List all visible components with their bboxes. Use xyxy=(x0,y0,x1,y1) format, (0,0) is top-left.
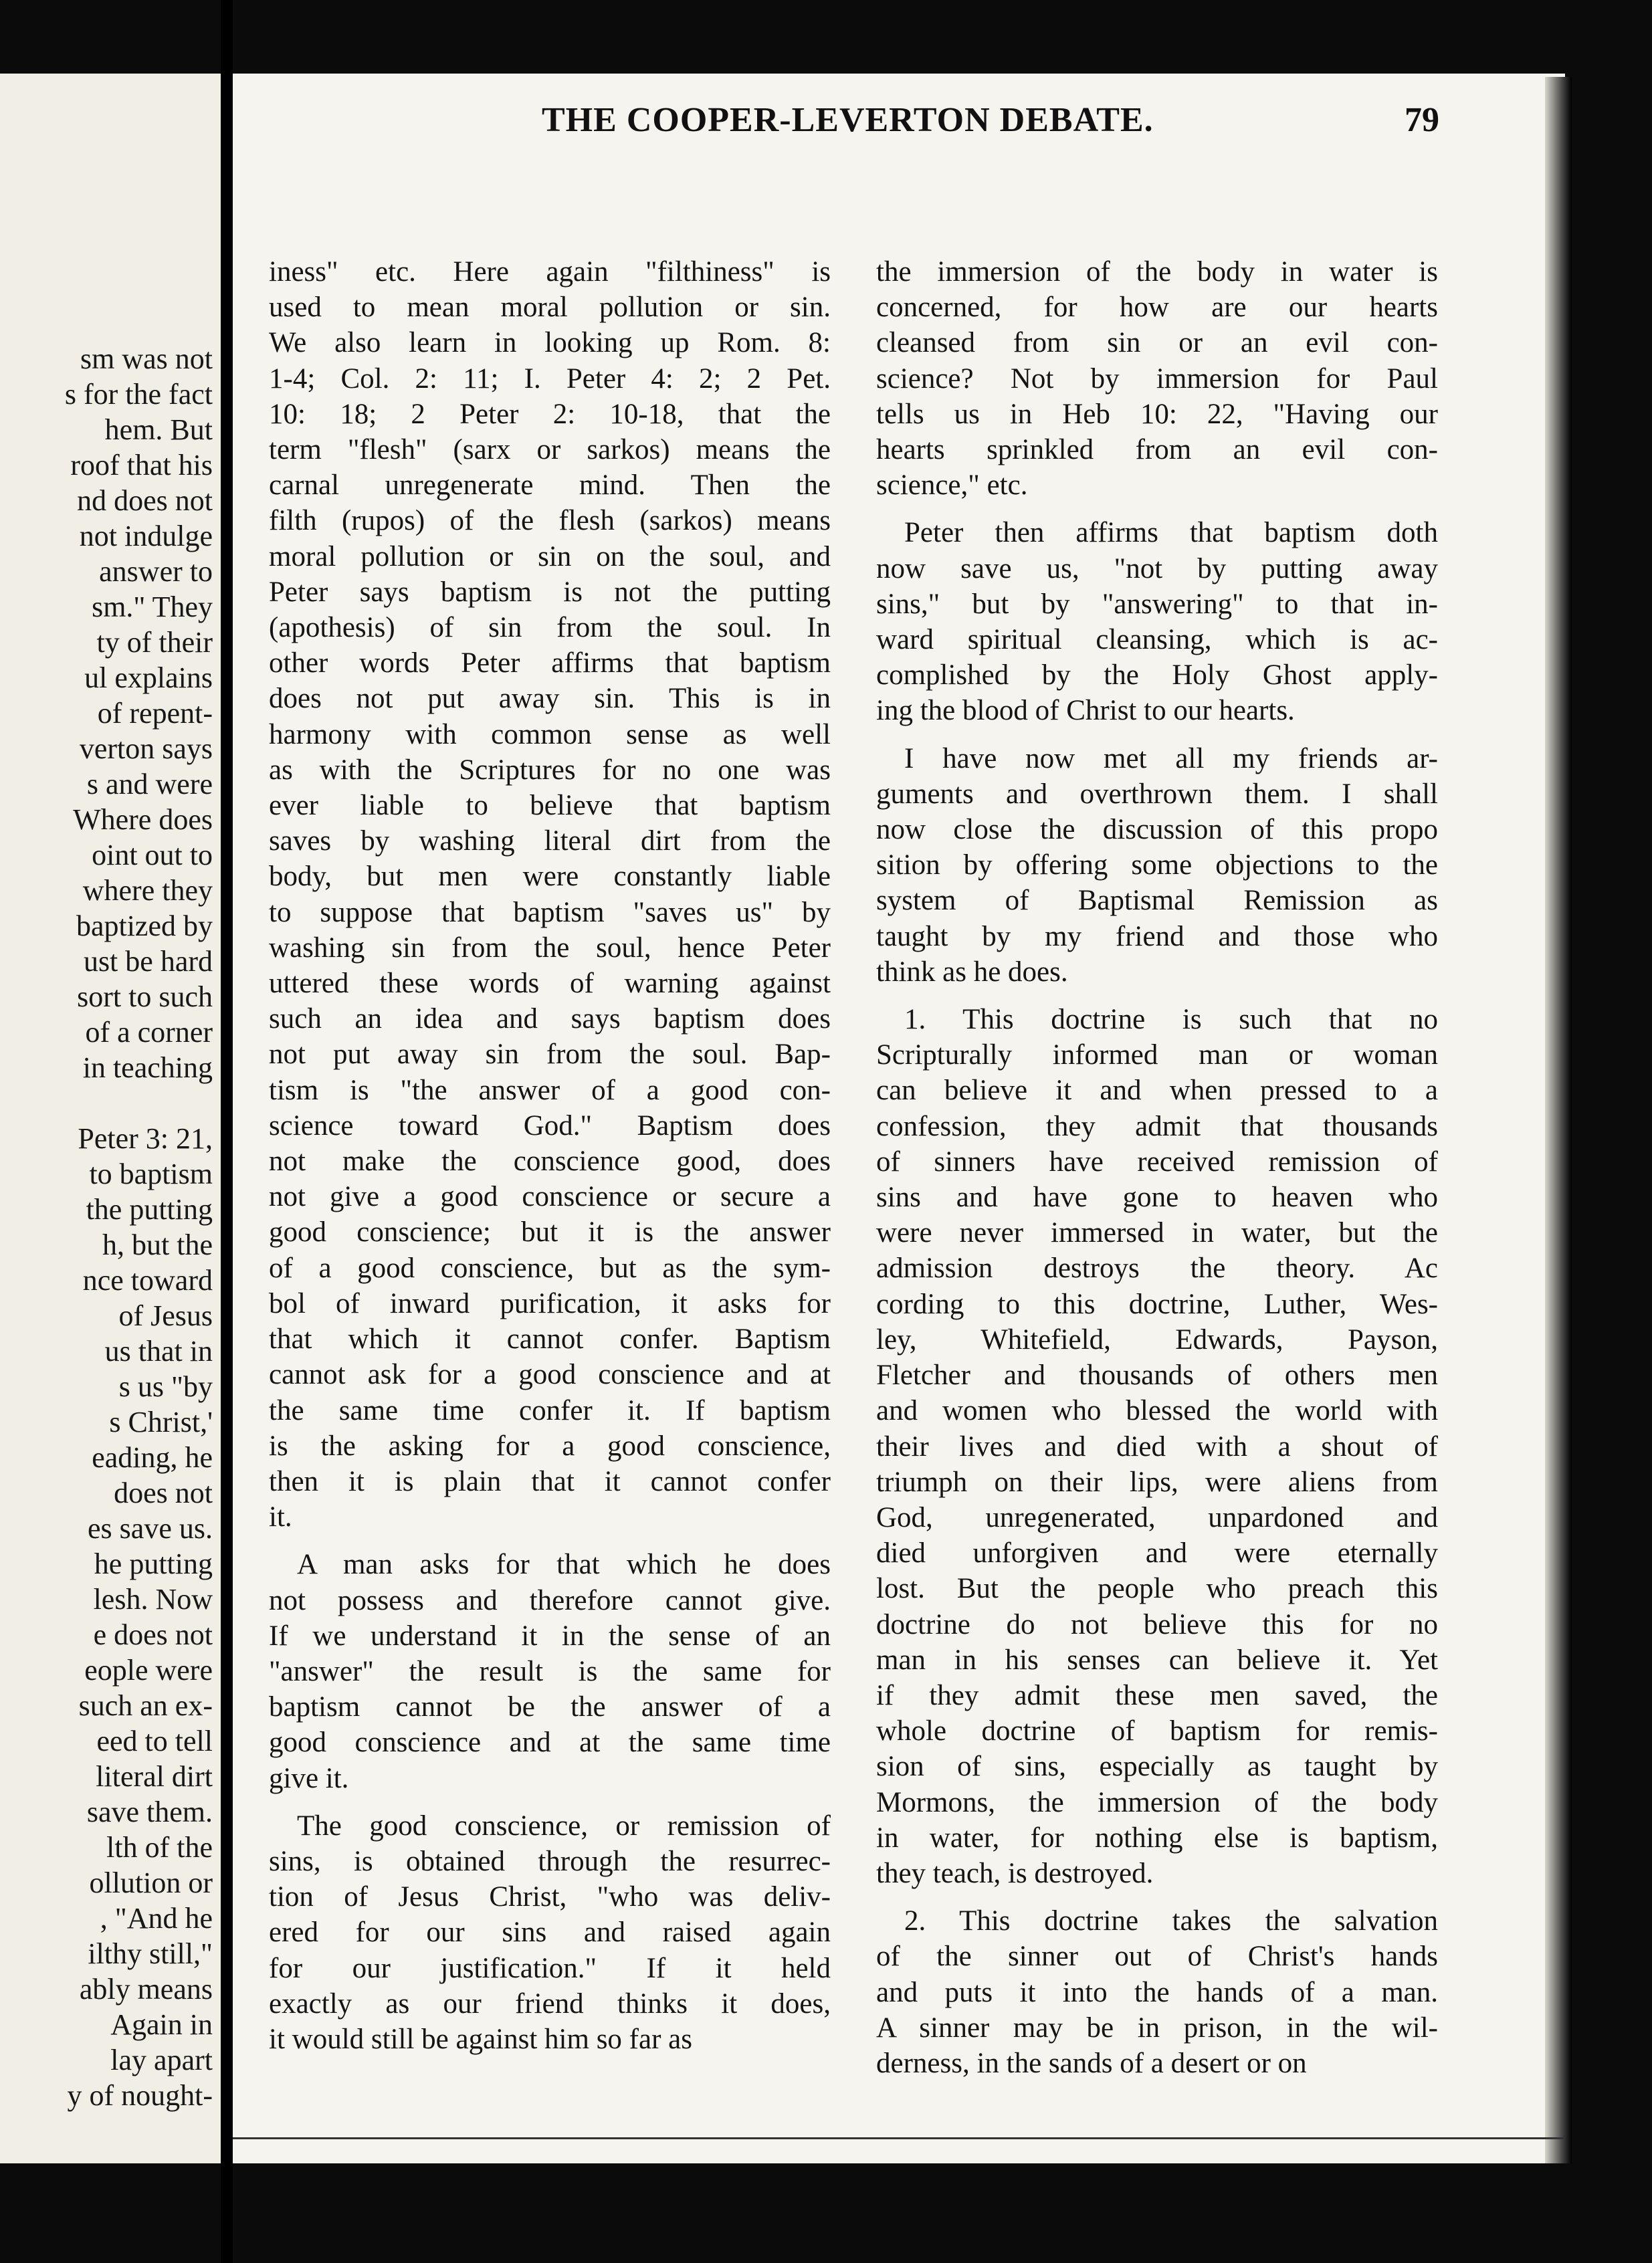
text-line: good conscience; but it is the answer xyxy=(269,1216,831,1249)
paragraph xyxy=(269,1547,831,1796)
facing-page-line: us that in xyxy=(104,1335,213,1368)
text-line: such an idea and says baptism does xyxy=(269,1003,831,1035)
text-line: moral pollution or sin on the soul, and xyxy=(269,540,831,572)
facing-page-line: baptized by xyxy=(76,909,213,942)
text-line: term "flesh" (sarx or sarkos) means the xyxy=(269,434,831,466)
facing-page-line: nd does not xyxy=(77,484,213,517)
page-bottom-rule xyxy=(233,2137,1564,2139)
facing-page-line: e does not xyxy=(93,1618,213,1651)
facing-page-line: sm." They xyxy=(92,590,213,623)
text-line: not put away sin from the soul. Bap- xyxy=(269,1039,831,1071)
text-line: can believe it and when pressed to a xyxy=(876,1075,1438,1107)
text-line: triumph on their lips, were aliens from xyxy=(876,1466,1438,1498)
text-line: used to mean moral pollution or sin. xyxy=(269,292,831,324)
paragraph xyxy=(269,1808,831,2057)
text-line: their lives and died with a shout of xyxy=(876,1430,1438,1463)
text-line: guments and overthrown them. I shall xyxy=(876,778,1438,810)
facing-page-line: not indulge xyxy=(79,520,213,552)
text-line: it. xyxy=(269,1501,292,1533)
text-line: Peter then affirms that baptism doth xyxy=(904,517,1438,549)
text-line: to suppose that baptism "saves us" by xyxy=(269,896,831,928)
text-line: ley, Whitefield, Edwards, Payson, xyxy=(876,1323,1438,1356)
facing-page-line: sm was not xyxy=(80,342,213,375)
book-gutter xyxy=(221,0,233,2263)
text-line: We also learn in looking up Rom. 8: xyxy=(269,327,831,359)
text-line: sins, is obtained through the resurrec- xyxy=(269,1845,831,1877)
text-line: washing sin from the soul, hence Peter xyxy=(269,932,831,964)
text-line: is the asking for a good conscience, xyxy=(269,1430,831,1462)
text-line: it would still be against him so far as xyxy=(269,2023,692,2055)
text-line: body, but men were constantly liable xyxy=(269,861,831,893)
facing-page-line: es save us. xyxy=(88,1512,213,1545)
text-line: that which it cannot confer. Baptism xyxy=(269,1323,831,1356)
paragraph xyxy=(876,1002,1438,1891)
page-number: 79 xyxy=(1405,101,1439,139)
facing-page-line: ty of their xyxy=(96,626,213,659)
text-line: If we understand it in the sense of an xyxy=(269,1620,831,1652)
facing-page-line: literal dirt xyxy=(96,1760,213,1793)
page-edge-shadow xyxy=(1545,77,1572,2163)
text-line: science toward God." Baptism does xyxy=(269,1109,831,1142)
text-line: iness" etc. Here again "filthiness" is xyxy=(269,256,831,288)
paragraph xyxy=(876,741,1438,990)
facing-page-line: answer to xyxy=(99,555,213,588)
text-line: I have now met all my friends ar- xyxy=(904,742,1438,774)
text-line: of a good conscience, but as the sym- xyxy=(269,1252,831,1284)
text-line: confession, they admit that thousands xyxy=(876,1110,1438,1142)
text-line: cannot ask for a good conscience and at xyxy=(269,1359,831,1391)
facing-page-line: s for the fact xyxy=(64,378,213,411)
text-line: died unforgiven and were eternally xyxy=(876,1537,1438,1570)
text-line: 10: 18; 2 Peter 2: 10-18, that the xyxy=(269,398,831,430)
text-line: of sinners have received remission of xyxy=(876,1146,1438,1178)
facing-page-line: ust be hard xyxy=(83,945,213,978)
text-line: Fletcher and thousands of others men xyxy=(876,1360,1438,1392)
facing-page-line: , "And he xyxy=(100,1902,213,1935)
running-title: THE COOPER-LEVERTON DEBATE. xyxy=(542,101,1154,139)
text-line: "answer" the result is the same for xyxy=(269,1655,831,1687)
text-line: sion of sins, especially as taught by xyxy=(876,1751,1438,1783)
facing-page-line: Peter 3: 21, xyxy=(78,1122,213,1155)
text-line: were never immersed in water, but the xyxy=(876,1217,1438,1249)
text-line: if they admit these men saved, the xyxy=(876,1679,1438,1711)
text-line: as with the Scriptures for no one was xyxy=(269,754,831,786)
facing-page-line: ilthy still," xyxy=(88,1937,213,1970)
paragraph xyxy=(876,1903,1438,2081)
facing-page-line: to baptism xyxy=(89,1158,213,1190)
facing-page-line: does not xyxy=(114,1477,213,1509)
text-line: Mormons, the immersion of the body xyxy=(876,1786,1438,1818)
text-line: tism is "the answer of a good con- xyxy=(269,1074,831,1106)
text-line: complished by the Holy Ghost apply- xyxy=(876,659,1438,691)
text-line: doctrine do not believe this for no xyxy=(876,1608,1438,1640)
facing-page-line: such an ex- xyxy=(78,1689,213,1722)
text-line: A man asks for that which he does xyxy=(297,1549,831,1581)
text-line: 1-4; Col. 2: 11; I. Peter 4: 2; 2 Pet. xyxy=(269,362,831,395)
text-line: hearts sprinkled from an evil con- xyxy=(876,434,1438,466)
paragraph xyxy=(876,254,1438,503)
text-line: tells us in Heb 10: 22, "Having our xyxy=(876,398,1438,430)
text-line: the same time confer it. If baptism xyxy=(269,1394,831,1426)
text-line: sins," but by "answering" to that in- xyxy=(876,588,1438,620)
text-line: exactly as our friend thinks it does, xyxy=(269,1987,831,2020)
text-line: derness, in the sands of a desert or on xyxy=(876,2047,1307,2079)
text-line: give it. xyxy=(269,1762,349,1794)
facing-page-line: eople were xyxy=(84,1654,213,1687)
text-line: and puts it into the hands of a man. xyxy=(876,1976,1438,2008)
text-line: of the sinner out of Christ's hands xyxy=(876,1941,1438,1973)
text-line: then it is plain that it cannot confer xyxy=(269,1465,831,1497)
text-line: science," etc. xyxy=(876,469,1028,502)
facing-page-line: eading, he xyxy=(92,1441,213,1474)
text-line: man in his senses can believe it. Yet xyxy=(876,1644,1438,1676)
facing-page-line: s Christ,' xyxy=(109,1406,213,1438)
text-line: 2. This doctrine takes the salvation xyxy=(904,1905,1438,1937)
text-line: they teach, is destroyed. xyxy=(876,1857,1154,1889)
text-line: now close the discussion of this propo xyxy=(876,814,1438,846)
text-line: other words Peter affirms that baptism xyxy=(269,647,831,679)
text-line: tion of Jesus Christ, "who was deliv- xyxy=(269,1881,831,1913)
facing-page-line: nce toward xyxy=(82,1264,213,1297)
text-line: ever liable to believe that baptism xyxy=(269,790,831,822)
text-line: Scripturally informed man or woman xyxy=(876,1039,1438,1071)
text-line: think as he does. xyxy=(876,956,1068,988)
text-line: concerned, for how are our hearts xyxy=(876,292,1438,324)
text-line: ing the blood of Christ to our hearts. xyxy=(876,695,1295,727)
text-line: A sinner may be in prison, in the wil- xyxy=(876,2012,1438,2044)
facing-page-line: s us "by xyxy=(118,1370,213,1403)
text-line: not make the conscience good, does xyxy=(269,1146,831,1178)
text-line: lost. But the people who preach this xyxy=(876,1573,1438,1605)
facing-page-line: save them. xyxy=(86,1796,213,1828)
text-line: not possess and therefore cannot give. xyxy=(269,1584,831,1616)
text-line: Peter says baptism is not the putting xyxy=(269,576,831,608)
facing-page-line: the putting xyxy=(86,1193,213,1226)
paragraph xyxy=(269,254,831,1535)
text-line: science? Not by immersion for Paul xyxy=(876,362,1438,395)
text-line: The good conscience, or remission of xyxy=(297,1810,831,1842)
text-line: does not put away sin. This is in xyxy=(269,683,831,715)
facing-page-line: of Jesus xyxy=(118,1299,213,1332)
text-line: and women who blessed the world with xyxy=(876,1395,1438,1427)
facing-page-line: lay apart xyxy=(110,2044,213,2076)
text-line: ward spiritual cleansing, which is ac- xyxy=(876,624,1438,656)
text-line: sition by offering some objections to the xyxy=(876,849,1438,881)
text-line: uttered these words of warning against xyxy=(269,968,831,1000)
facing-page-line: y of nought- xyxy=(67,2079,213,2112)
facing-page-line: in teaching xyxy=(82,1051,213,1084)
facing-page-line: of repent- xyxy=(97,697,213,730)
facing-page-line: sort to such xyxy=(77,980,213,1013)
text-line: not give a good conscience or secure a xyxy=(269,1181,831,1213)
text-line: bol of inward purification, it asks for xyxy=(269,1287,831,1319)
facing-page-line: Again in xyxy=(110,2008,213,2041)
facing-page-line: s and were xyxy=(86,768,213,800)
text-line: cleansed from sin or an evil con- xyxy=(876,327,1438,359)
facing-page-line: eed to tell xyxy=(96,1725,213,1757)
text-line: for our justification." If it held xyxy=(269,1952,831,1984)
facing-page-line xyxy=(0,1085,213,1121)
facing-page-line: Where does xyxy=(73,803,213,836)
facing-page-line: verton says xyxy=(79,732,213,765)
text-line: system of Baptismal Remission as xyxy=(876,885,1438,917)
text-line: now save us, "not by putting away xyxy=(876,552,1438,584)
page-header xyxy=(0,100,1652,154)
facing-page-line: ollution or xyxy=(89,1866,213,1899)
paragraph xyxy=(876,515,1438,728)
text-line: filth (rupos) of the flesh (sarkos) means xyxy=(269,505,831,537)
facing-page-line: where they xyxy=(82,874,213,907)
text-line: baptism cannot be the answer of a xyxy=(269,1691,831,1723)
text-line: cording to this doctrine, Luther, Wes- xyxy=(876,1288,1438,1320)
text-line: ered for our sins and raised again xyxy=(269,1917,831,1949)
facing-page-fragment xyxy=(0,74,221,2163)
text-line: the immersion of the body in water is xyxy=(876,256,1438,288)
text-line: God, unregenerated, unpardoned and xyxy=(876,1501,1438,1533)
text-line: carnal unregenerate mind. Then the xyxy=(269,469,831,502)
text-line: whole doctrine of baptism for remis- xyxy=(876,1715,1438,1747)
facing-page-line: roof that his xyxy=(70,449,213,481)
text-line: (apothesis) of sin from the soul. In xyxy=(269,612,831,644)
facing-page-text xyxy=(0,341,213,2113)
text-column-left xyxy=(269,254,831,2057)
facing-page-line: h, but the xyxy=(102,1228,213,1261)
facing-page-line: ably means xyxy=(79,1973,213,2006)
text-line: 1. This doctrine is such that no xyxy=(904,1004,1438,1036)
text-line: sins and have gone to heaven who xyxy=(876,1182,1438,1214)
text-line: taught by my friend and those who xyxy=(876,920,1438,952)
text-line: good conscience and at the same time xyxy=(269,1727,831,1759)
facing-page-line: he putting xyxy=(94,1547,213,1580)
facing-page-line: oint out to xyxy=(92,839,213,871)
facing-page-line: ul explains xyxy=(84,661,213,694)
text-line: admission destroys the theory. Ac xyxy=(876,1253,1438,1285)
text-line: in water, for nothing else is baptism, xyxy=(876,1822,1438,1854)
facing-page-line: of a corner xyxy=(85,1016,213,1049)
facing-page-line: lth of the xyxy=(106,1831,213,1864)
facing-page-line: hem. But xyxy=(104,413,213,446)
text-column-right xyxy=(876,254,1438,2081)
facing-page-line: lesh. Now xyxy=(93,1583,213,1616)
text-line: saves by washing literal dirt from the xyxy=(269,825,831,857)
text-line: harmony with common sense as well xyxy=(269,718,831,750)
